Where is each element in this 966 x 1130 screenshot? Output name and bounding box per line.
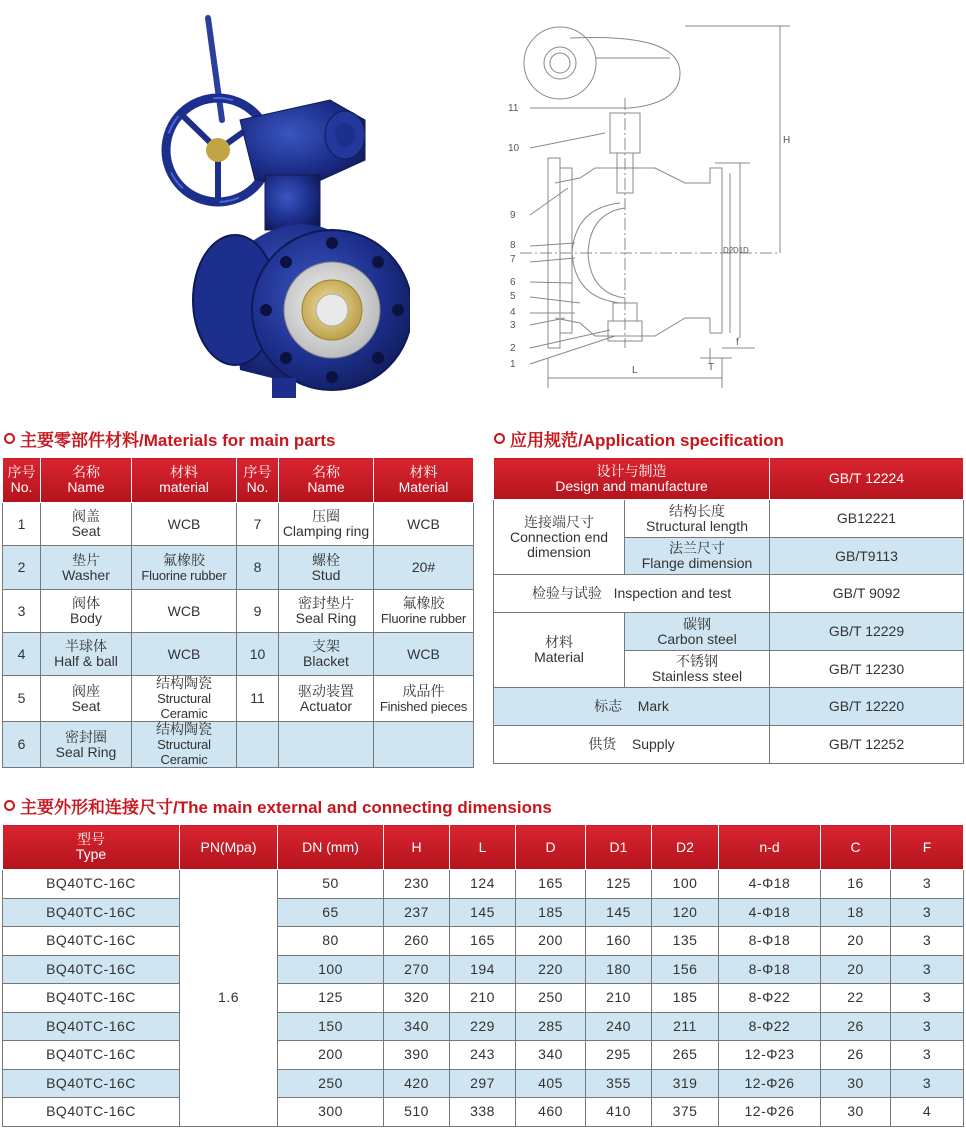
cell-nd: 8-Φ22 xyxy=(719,1012,821,1041)
table-row: 3 阀体 Body WCB 9 密封垫片 Seal Ring 氟橡胶 Fluorine rubber xyxy=(3,590,474,633)
callout-8: 8 xyxy=(510,240,516,251)
cell-dn: 300 xyxy=(278,1098,384,1127)
cell-f: 3 xyxy=(891,898,964,927)
dim-d1: D1 xyxy=(733,246,744,255)
valve-photo xyxy=(160,10,410,405)
cell-c: 22 xyxy=(821,984,891,1013)
table-row: 供货 Supply GB/T 12252 xyxy=(494,726,964,764)
cell-type: BQ40TC-16C xyxy=(3,1069,180,1098)
cell-d1: 160 xyxy=(586,927,652,956)
header-name: 名称 Name xyxy=(41,458,132,503)
cell-d2: 100 xyxy=(652,870,719,899)
cell-type: BQ40TC-16C xyxy=(3,1041,180,1070)
cell-l: 297 xyxy=(450,1069,516,1098)
cell-d1: 240 xyxy=(586,1012,652,1041)
table-row: 4 半球体 Half & ball WCB 10 支架 Blacket WCB xyxy=(3,633,474,676)
callout-3: 3 xyxy=(510,320,516,331)
table-row: 材料 Material 碳钢 Carbon steel GB/T 12229 xyxy=(494,613,964,651)
cell-l: 194 xyxy=(450,955,516,984)
header-name: 名称 Name xyxy=(279,458,374,503)
callout-4: 4 xyxy=(510,307,516,318)
valve-technical-drawing xyxy=(500,18,800,388)
cell-d: 285 xyxy=(516,1012,586,1041)
header-d2: D2 xyxy=(652,825,719,870)
cell-dn: 200 xyxy=(278,1041,384,1070)
table-row xyxy=(3,898,964,927)
table-row xyxy=(3,955,964,984)
cell-f: 3 xyxy=(891,1069,964,1098)
cell-h: 510 xyxy=(384,1098,450,1127)
callout-2: 2 xyxy=(510,343,516,354)
table-row xyxy=(3,927,964,956)
cell-d2: 319 xyxy=(652,1069,719,1098)
cell-h: 230 xyxy=(384,870,450,899)
header-no: 序号 No. xyxy=(3,458,41,503)
cell-dn: 65 xyxy=(278,898,384,927)
cell-h: 420 xyxy=(384,1069,450,1098)
dim-h: H xyxy=(783,135,791,146)
dimensions-table xyxy=(2,824,964,1127)
table-row: 标志 Mark GB/T 12220 xyxy=(494,688,964,726)
header-type: 型号 Type xyxy=(3,825,180,870)
cell-l: 145 xyxy=(450,898,516,927)
cell-nd: 12-Φ23 xyxy=(719,1041,821,1070)
cell-d1: 410 xyxy=(586,1098,652,1127)
cell-d: 405 xyxy=(516,1069,586,1098)
dim-t: T xyxy=(708,362,715,373)
cell-d2: 265 xyxy=(652,1041,719,1070)
application-section-title: 应用规范/Application specification xyxy=(494,426,784,451)
cell-type: BQ40TC-16C xyxy=(3,955,180,984)
callout-7: 7 xyxy=(510,254,516,265)
cell-f: 4 xyxy=(891,1098,964,1127)
cell-d1: 355 xyxy=(586,1069,652,1098)
cell-l: 229 xyxy=(450,1012,516,1041)
cell-f: 3 xyxy=(891,870,964,899)
cell-c: 16 xyxy=(821,870,891,899)
cell-h: 320 xyxy=(384,984,450,1013)
table-row: 法兰尺寸 Flange dimension GB/T9113 xyxy=(494,538,964,575)
header-l: L xyxy=(450,825,516,870)
table-row xyxy=(3,984,964,1013)
cell-type: BQ40TC-16C xyxy=(3,1098,180,1127)
cell-f: 3 xyxy=(891,984,964,1013)
table-header-row xyxy=(494,458,964,500)
cell-nd: 12-Φ26 xyxy=(719,1069,821,1098)
dim-l: L xyxy=(632,365,638,376)
cell-l: 338 xyxy=(450,1098,516,1127)
header-f: F xyxy=(891,825,964,870)
header-dn: DN (mm) xyxy=(278,825,384,870)
table-row: 2 垫片 Washer 氟橡胶 Fluorine rubber 8 螺栓 Stud 20# xyxy=(3,546,474,590)
cell-d: 185 xyxy=(516,898,586,927)
header-d1: D1 xyxy=(586,825,652,870)
cell-c: 26 xyxy=(821,1041,891,1070)
cell-d1: 180 xyxy=(586,955,652,984)
cell-nd: 4-Φ18 xyxy=(719,898,821,927)
cell-dn: 50 xyxy=(278,870,384,899)
cell-c: 20 xyxy=(821,955,891,984)
callout-6: 6 xyxy=(510,277,516,288)
cell-d: 220 xyxy=(516,955,586,984)
cell-f: 3 xyxy=(891,1012,964,1041)
cell-l: 243 xyxy=(450,1041,516,1070)
dimensions-section-title: 主要外形和连接尺寸/The main external and connecting dimensions xyxy=(4,793,552,818)
table-header-row xyxy=(3,825,964,870)
table-row: 连接端尺寸 Connection end dimension 结构长度 Structural length GB12221 xyxy=(494,500,964,538)
cell-dn: 80 xyxy=(278,927,384,956)
dim-d2: D2 xyxy=(723,246,734,255)
cell-d2: 375 xyxy=(652,1098,719,1127)
cell-h: 270 xyxy=(384,955,450,984)
callout-9: 9 xyxy=(510,210,516,221)
cell-dn: 100 xyxy=(278,955,384,984)
cell-type: BQ40TC-16C xyxy=(3,1012,180,1041)
cell-f: 3 xyxy=(891,955,964,984)
materials-section-title: 主要零部件材料/Materials for main parts xyxy=(4,426,336,451)
cell-h: 340 xyxy=(384,1012,450,1041)
cell-d: 460 xyxy=(516,1098,586,1127)
cell-d: 340 xyxy=(516,1041,586,1070)
cell-type: BQ40TC-16C xyxy=(3,927,180,956)
table-header-row xyxy=(3,458,474,503)
cell-l: 210 xyxy=(450,984,516,1013)
cell-d1: 125 xyxy=(586,870,652,899)
dim-d: D xyxy=(743,246,749,255)
cell-nd: 8-Φ18 xyxy=(719,955,821,984)
callout-1: 1 xyxy=(510,359,516,370)
table-row: 5 阀座 Seat 结构陶瓷 Structural Ceramic 11 驱动装置 Actuator 成品件 Finished pieces xyxy=(3,676,474,722)
header-material: 材料 Material xyxy=(374,458,474,503)
cell-nd: 4-Φ18 xyxy=(719,870,821,899)
cell-d1: 210 xyxy=(586,984,652,1013)
pn-cell: 1.6 xyxy=(180,870,278,1127)
table-row: 不锈钢 Stainless steel GB/T 12230 xyxy=(494,651,964,688)
design-header: 设计与制造 Design and manufacture xyxy=(494,458,770,500)
materials-table xyxy=(2,457,474,768)
header-h: H xyxy=(384,825,450,870)
cell-d: 250 xyxy=(516,984,586,1013)
cell-d: 200 xyxy=(516,927,586,956)
cell-nd: 8-Φ18 xyxy=(719,927,821,956)
cell-d2: 211 xyxy=(652,1012,719,1041)
cell-d1: 145 xyxy=(586,898,652,927)
cell-d2: 156 xyxy=(652,955,719,984)
header-pn: PN(Mpa) xyxy=(180,825,278,870)
table-row: 6 密封圈 Seal Ring 结构陶瓷 Structural Ceramic xyxy=(3,722,474,768)
cell-type: BQ40TC-16C xyxy=(3,984,180,1013)
cell-d1: 295 xyxy=(586,1041,652,1070)
table-row: 检验与试验 Inspection and test GB/T 9092 xyxy=(494,575,964,613)
callout-5: 5 xyxy=(510,291,516,302)
table-row xyxy=(3,1098,964,1127)
cell-nd: 8-Φ22 xyxy=(719,984,821,1013)
cell-type: BQ40TC-16C xyxy=(3,870,180,899)
cell-f: 3 xyxy=(891,1041,964,1070)
dim-f: f xyxy=(736,337,739,348)
header-nd: n-d xyxy=(719,825,821,870)
cell-h: 237 xyxy=(384,898,450,927)
table-row xyxy=(3,1041,964,1070)
cell-l: 165 xyxy=(450,927,516,956)
cell-l: 124 xyxy=(450,870,516,899)
circle-bullet-icon xyxy=(4,800,15,811)
cell-d2: 135 xyxy=(652,927,719,956)
cell-dn: 150 xyxy=(278,1012,384,1041)
design-value: GB/T 12224 xyxy=(770,458,964,500)
application-table xyxy=(493,457,964,764)
cell-dn: 250 xyxy=(278,1069,384,1098)
cell-c: 26 xyxy=(821,1012,891,1041)
circle-bullet-icon xyxy=(494,433,505,444)
callout-11: 11 xyxy=(508,103,519,114)
cell-nd: 12-Φ26 xyxy=(719,1098,821,1127)
header-c: C xyxy=(821,825,891,870)
table-row: 1 阀盖 Seat WCB 7 压圈 Clamping ring WCB xyxy=(3,503,474,546)
cell-h: 260 xyxy=(384,927,450,956)
cell-h: 390 xyxy=(384,1041,450,1070)
cell-c: 18 xyxy=(821,898,891,927)
cell-c: 30 xyxy=(821,1069,891,1098)
header-d: D xyxy=(516,825,586,870)
cell-f: 3 xyxy=(891,927,964,956)
cell-c: 30 xyxy=(821,1098,891,1127)
cell-c: 20 xyxy=(821,927,891,956)
cell-d2: 185 xyxy=(652,984,719,1013)
header-material: 材料 material xyxy=(132,458,237,503)
callout-10: 10 xyxy=(508,143,520,154)
cell-d: 165 xyxy=(516,870,586,899)
table-row xyxy=(3,870,964,899)
header-no: 序号 No. xyxy=(237,458,279,503)
cell-d2: 120 xyxy=(652,898,719,927)
circle-bullet-icon xyxy=(4,433,15,444)
cell-dn: 125 xyxy=(278,984,384,1013)
table-row xyxy=(3,1012,964,1041)
cell-type: BQ40TC-16C xyxy=(3,898,180,927)
table-row xyxy=(3,1069,964,1098)
